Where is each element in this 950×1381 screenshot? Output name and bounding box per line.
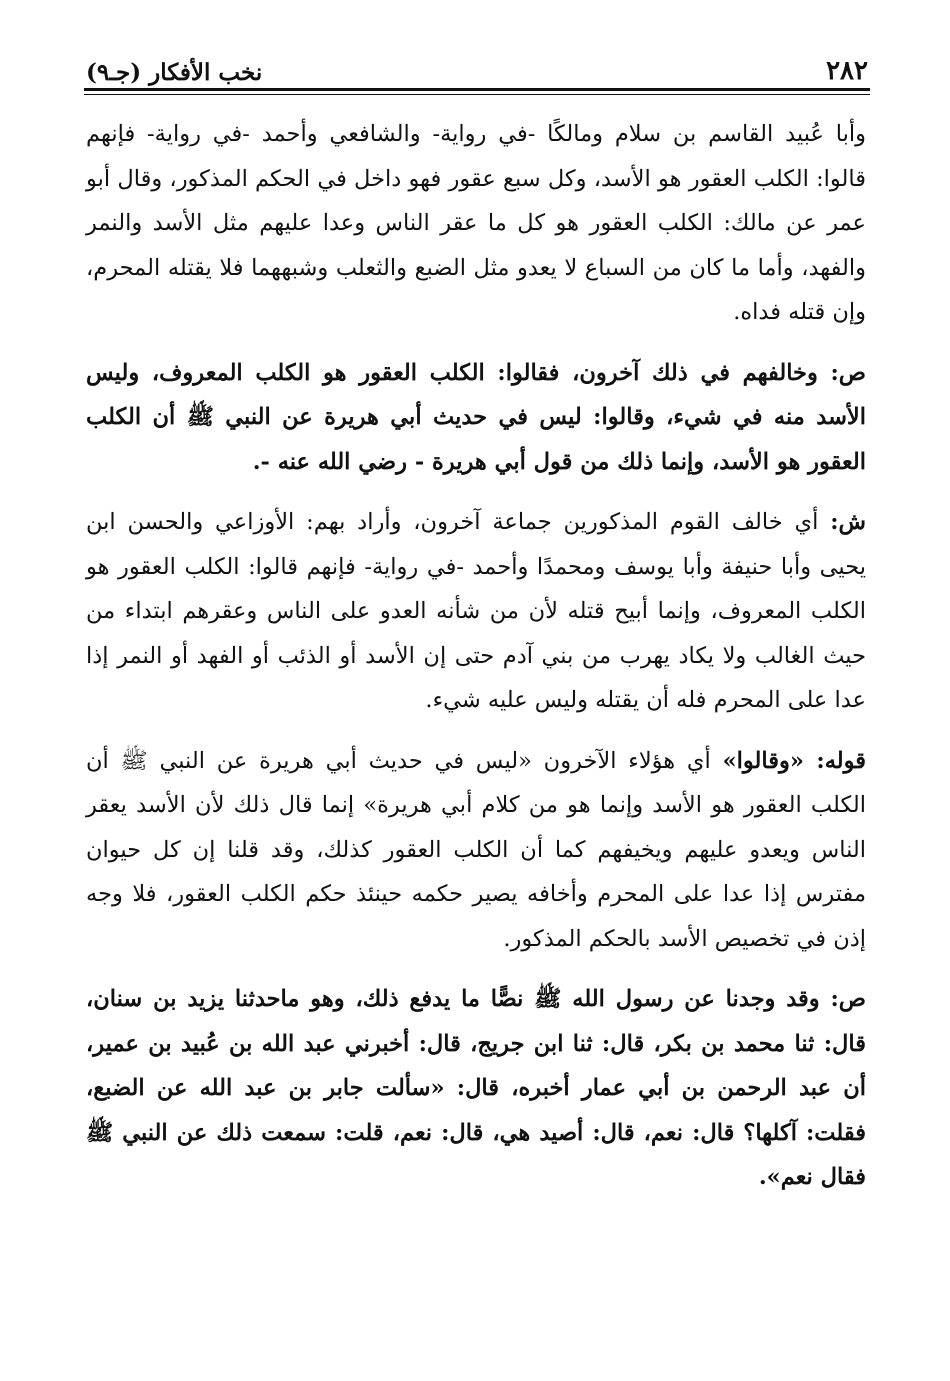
paragraph-text: وأبا عُبيد القاسم بن سلام ومالكًا -في رواية- والشافعي وأحمد -في رواية- فإنهم قالوا: الكلب العقور هو الأسد، وكل سبع عقور فهو داخل في الحكم المذكور، وقال أبو عمر عن مالك: الكلب العقور هو كل ما عقر الناس وعدا عليهم مثل الأسد والنمر والفهد، وأما ما كان من السباع لا يعدو مثل الضبع والثعلب وشبههما فلا يقتله المحرم، وإن قتله فداه. [86, 121, 866, 325]
paragraph-sharh [86, 500, 866, 723]
paragraph-gap [86, 961, 866, 977]
paragraph-matn [86, 977, 866, 1200]
paragraph-text: وقد وجدنا عن رسول الله ﷺ نصًّا ما يدفع ذلك، وهو ماحدثنا يزيد بن سنان، قال: ثنا محمد بن بكر، قال: ثنا ابن جريج، قال: أخبرني عبد الله بن عُبيد بن عمير، أن عبد الرحمن بن أبي عمار أخبره، قال: «سألت جابر بن عبد الله عن الضبع، فقلت: آكلها؟ قال: نعم، قال: أصيد هي، قال: نعم، قلت: سمعت ذلك عن النبي ﷺ فقال نعم». [86, 986, 866, 1190]
page-number: ٢٨٢ [826, 56, 868, 86]
paragraph-gap [86, 484, 866, 500]
paragraph-text: أي هؤلاء الآخرون «ليس في حديث أبي هريرة عن النبي ﷺ أن الكلب العقور هو الأسد وإنما هو من كلام أبي هريرة» إنما قال ذلك لأن الأسد يعقر الناس ويعدو عليهم ويخيفهم كما أن الكلب العقور كذلك، وقد قلنا إن كل حيوان مفترس إذا عدا على المحرم وأخافه يصير حكمه حينئذ حكم الكلب العقور، فلا وجه إذن في تخصيص الأسد بالحكم المذكور. [86, 747, 866, 952]
paragraph-lead-sad: ص: [830, 986, 866, 1012]
page-header [86, 44, 868, 84]
body-text [86, 112, 866, 1200]
paragraph-lead-shin: ش: [830, 509, 866, 535]
paragraph-matn [86, 351, 866, 485]
paragraph-sharh-continuation [86, 112, 866, 335]
running-title: نخب الأفكار (جـ٩) [86, 59, 263, 86]
paragraph-qawluhu [86, 739, 866, 962]
paragraph-text: وخالفهم في ذلك آخرون، فقالوا: الكلب العقور هو الكلب المعروف، وليس الأسد منه في شيء، وقالوا: ليس في حديث أبي هريرة عن النبي ﷺ أن الكلب العقور هو الأسد، وإنما ذلك من قول أبي هريرة - رضي الله عنه -. [86, 359, 866, 475]
header-rule-thick [84, 88, 870, 91]
paragraph-text: أي خالف القوم المذكورين جماعة آخرون، وأراد بهم: الأوزاعي والحسن ابن يحيى وأبا حنيفة وأبا يوسف ومحمدًا وأحمد -في رواية- فإنهم قالوا: الكلب العقور هو الكلب المعروف، وإنما أبيح قتله لأن من شأنه العدو على الناس وعقرهم ابتداء من حيث الغالب ولا يكاد يهرب من بني آدم حتى إن الأسد أو الذئب أو الفهد أو النمر إذا عدا على المحرم فله أن يقتله وليس عليه شيء. [86, 509, 866, 713]
paragraph-gap [86, 723, 866, 739]
paragraph-lead-qawluhu: قوله: «وقالوا» [722, 747, 866, 774]
paragraph-gap [86, 335, 866, 351]
header-rule-thin [84, 94, 870, 95]
paragraph-lead-sad: ص: [830, 359, 866, 386]
